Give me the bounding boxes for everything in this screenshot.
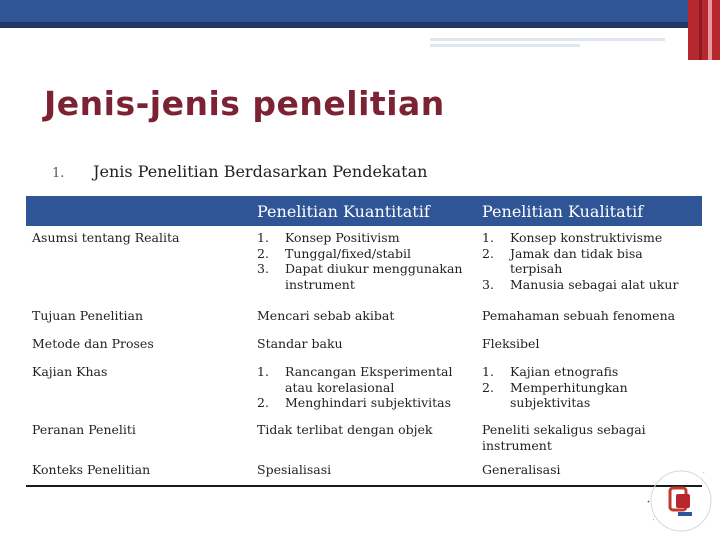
list-item xyxy=(482,277,696,293)
numbered-list xyxy=(482,230,696,293)
table-row xyxy=(26,304,702,332)
list-item-text: Kajian etnografis xyxy=(510,364,619,379)
qualitative-cell: Fleksibel xyxy=(482,336,540,351)
table-row xyxy=(26,226,702,304)
qualitative-cell: Pemahaman sebuah fenomena xyxy=(482,308,676,323)
list-item-text: Dapat diukur menggunakan instrument xyxy=(285,261,463,292)
list-item xyxy=(257,230,470,246)
university-seal-logo xyxy=(640,460,720,540)
table-header-cell xyxy=(26,196,251,226)
quantitative-cell xyxy=(251,226,476,304)
table-header-cell: Penelitian Kuantitatif xyxy=(251,196,476,226)
list-item-number: 3. xyxy=(257,261,269,277)
numbered-list xyxy=(482,364,696,411)
list-item-text: Konsep konstruktivisme xyxy=(510,230,663,245)
list-item-number: 2. xyxy=(257,245,269,261)
list-item xyxy=(482,380,696,411)
top-banner-stripe xyxy=(0,22,720,28)
list-item xyxy=(482,230,696,246)
section-heading xyxy=(52,162,427,181)
quantitative-cell: Spesialisasi xyxy=(251,458,476,486)
corner-decoration-stripe xyxy=(699,0,702,60)
quantitative-cell: Tidak terlibat dengan objek xyxy=(257,422,433,437)
section-number: 1. xyxy=(52,166,65,181)
row-label-cell: Tujuan Penelitian xyxy=(32,308,144,323)
top-banner-bar xyxy=(0,0,720,22)
qualitative-cell: Generalisasi xyxy=(476,458,702,486)
list-item-text: Memperhitungkan subjektivitas xyxy=(510,379,628,411)
list-item-number: 1. xyxy=(482,364,494,379)
list-item-number: 3. xyxy=(482,276,494,292)
list-item xyxy=(482,246,696,277)
row-label-cell: Kajian Khas xyxy=(32,364,108,379)
list-item xyxy=(257,395,470,411)
numbered-list xyxy=(257,230,470,293)
list-item-text: Tunggal/fixed/stabil xyxy=(285,245,411,261)
qualitative-cell: Peneliti sekaligus sebagai instrument xyxy=(482,422,646,453)
table-header-cell: Penelitian Kualitatif xyxy=(476,196,702,226)
numbered-list xyxy=(257,364,470,411)
list-item-number: 2. xyxy=(257,395,269,411)
quantitative-cell: Mencari sebab akibat xyxy=(257,308,395,323)
corner-decoration-stripe xyxy=(708,0,712,60)
list-item-number: 2. xyxy=(482,379,494,395)
list-item-number: 1. xyxy=(257,364,269,379)
row-label-cell: Konteks Penelitian xyxy=(26,458,251,486)
list-item xyxy=(257,261,470,292)
qualitative-cell xyxy=(476,360,702,418)
decorative-line xyxy=(430,38,665,41)
table-row xyxy=(26,458,702,486)
list-item-text: Jamak dan tidak bisa terpisah xyxy=(510,245,643,277)
list-item xyxy=(257,246,470,262)
row-label-cell: Peranan Peneliti xyxy=(32,422,136,437)
list-item-number: 2. xyxy=(482,245,494,261)
qualitative-cell xyxy=(476,226,702,304)
list-item-text: Rancangan Eksperimental atau korelasional xyxy=(285,364,453,395)
list-item-text: Manusia sebagai alat ukur xyxy=(510,276,679,292)
svg-text:•: • xyxy=(645,498,654,505)
svg-text:·: · xyxy=(650,516,657,524)
svg-text:·: · xyxy=(701,469,707,477)
table-row xyxy=(26,360,702,418)
decorative-line xyxy=(430,44,580,47)
table-row xyxy=(26,418,702,458)
row-label-cell: Metode dan Proses xyxy=(32,336,154,351)
table-body xyxy=(26,226,702,486)
page-title: Jenis-jenis penelitian xyxy=(44,84,445,123)
comparison-table xyxy=(26,196,702,487)
list-item xyxy=(482,364,696,380)
list-item-number: 1. xyxy=(482,230,494,245)
quantitative-cell: Standar baku xyxy=(257,336,343,351)
row-label-cell: Asumsi tentang Realita xyxy=(32,230,180,245)
list-item xyxy=(257,364,470,395)
list-item-number: 1. xyxy=(257,230,269,245)
table-header-row xyxy=(26,196,702,226)
list-item-text: Konsep Positivism xyxy=(285,230,400,245)
quantitative-cell xyxy=(251,360,476,418)
corner-decoration xyxy=(688,0,720,60)
list-item-text: Menghindari subjektivitas xyxy=(285,395,452,411)
table-row xyxy=(26,332,702,360)
section-heading-text: Jenis Penelitian Berdasarkan Pendekatan xyxy=(93,162,428,181)
